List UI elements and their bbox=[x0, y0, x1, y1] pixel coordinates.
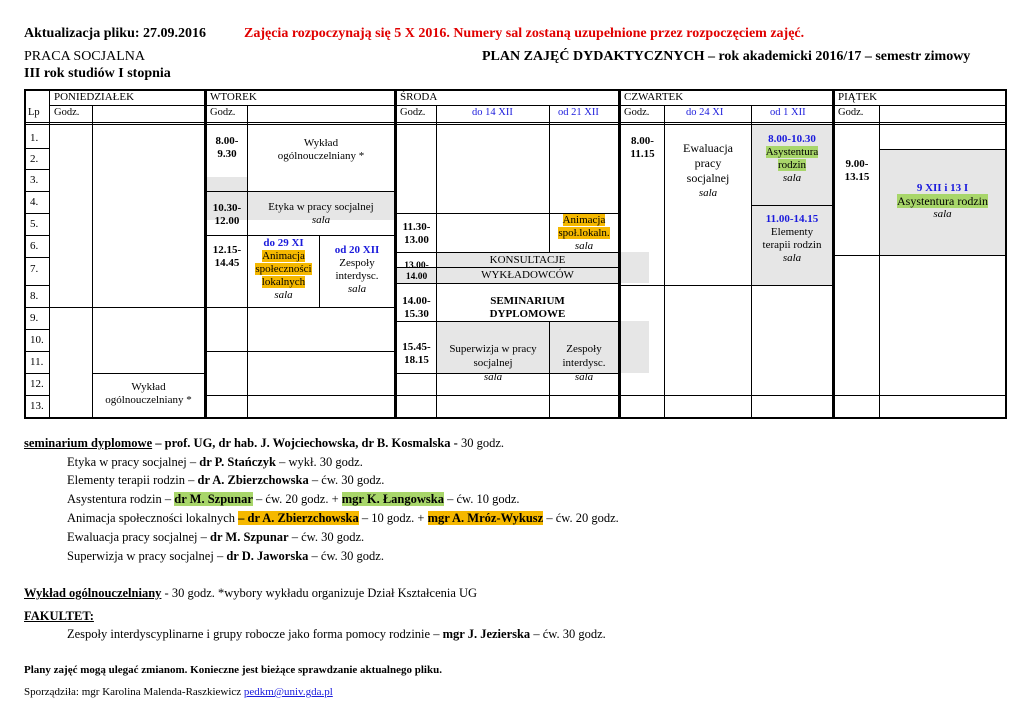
day-header-friday: PIĄTEK bbox=[838, 91, 878, 103]
tue-animation-2: społeczności bbox=[255, 263, 312, 275]
tue-teams-room: sala bbox=[347, 283, 367, 295]
row-number: 13. bbox=[30, 400, 44, 412]
wed-supervision-1: Superwizja w pracy bbox=[449, 343, 537, 355]
faculty-hours: – ćw. 30 godz. bbox=[530, 627, 606, 641]
animation-hours-2: – ćw. 20 godz. bbox=[543, 511, 619, 525]
tue-time-3b: 14.45 bbox=[214, 257, 240, 269]
footer-seminar bbox=[24, 436, 504, 451]
tue-animation-1: Animacja bbox=[262, 250, 305, 262]
row-number: 1. bbox=[30, 132, 39, 144]
row-number: 4. bbox=[30, 196, 39, 208]
email-link[interactable]: pedkm@univ.gda.pl bbox=[243, 686, 333, 698]
wed-animation-1: Animacja bbox=[562, 214, 606, 226]
row-number: 5. bbox=[30, 218, 39, 230]
evaluation-label: Ewaluacja pracy socjalnej – bbox=[67, 530, 210, 544]
footer-faculty bbox=[67, 627, 606, 642]
col-godz-mon: Godz. bbox=[54, 107, 80, 118]
row-number: 2. bbox=[30, 153, 39, 165]
thu-assist-room: sala bbox=[782, 172, 802, 184]
wed-time-4b: 18.15 bbox=[404, 354, 429, 366]
tue-do29: do 29 XI bbox=[263, 237, 304, 249]
wed-seminar-1: SEMINARIUM bbox=[490, 295, 565, 307]
fri-assist-room: sala bbox=[933, 208, 952, 220]
col-godz-thu: Godz. bbox=[624, 107, 650, 118]
tue-od20: od 20 XII bbox=[334, 244, 380, 256]
prepared-by bbox=[24, 686, 333, 698]
thu-assist-2: rodzin bbox=[777, 159, 807, 171]
tue-time-2b: 12.00 bbox=[214, 215, 240, 227]
animation-hours-1: – 10 godz. + bbox=[358, 511, 428, 525]
animation-label: Animacja społeczności lokalnych bbox=[67, 511, 239, 525]
wed-supervision-2: socjalnej bbox=[473, 357, 513, 369]
tue-time-1: 8.00- bbox=[215, 135, 239, 147]
supervision-label: Superwizja w pracy socjalnej – bbox=[67, 549, 227, 563]
tue-teams-1: Zespoły bbox=[339, 257, 375, 269]
wed-supervision-room: sala bbox=[483, 371, 503, 383]
faculty-label: Zespoły interdyscyplinarne i grupy robocze jako forma pomocy rodzinie – bbox=[67, 627, 443, 641]
evaluation-teacher: dr M. Szpunar bbox=[210, 530, 289, 544]
row-number: 10. bbox=[30, 334, 44, 346]
change-note: Plany zajęć mogą ulegać zmianom. Konieczne jest bieżące sprawdzanie aktualnego pliku. bbox=[24, 664, 442, 676]
seminar-hours: 30 godz. bbox=[460, 436, 505, 450]
thu-time-1b: 11.15 bbox=[630, 148, 655, 160]
elements-teacher: dr A. Zbierzchowska bbox=[197, 473, 309, 487]
footer-lecture bbox=[24, 586, 477, 601]
footer-animation bbox=[67, 511, 619, 526]
col-thu-od1: od 1 XII bbox=[770, 107, 806, 118]
thu-evaluation-room: sala bbox=[698, 187, 718, 199]
tue-ethics-room: sala bbox=[311, 214, 331, 226]
tue-ethics: Etyka w pracy socjalnej bbox=[268, 201, 374, 213]
thu-time-3: 11.00-14.15 bbox=[765, 213, 819, 225]
day-header-wednesday: ŚRODA bbox=[400, 91, 438, 103]
row-number: 9. bbox=[30, 312, 39, 324]
thu-elements-2: terapii rodzin bbox=[762, 239, 822, 251]
evaluation-hours: – ćw. 30 godz. bbox=[288, 530, 365, 544]
faculty-teacher: mgr J. Jezierska bbox=[442, 627, 531, 641]
fri-dates: 9 XII i 13 I bbox=[916, 182, 969, 194]
faculty-title: FAKULTET: bbox=[24, 609, 94, 623]
wed-time-3: 14.00- bbox=[402, 295, 431, 307]
thu-time-1: 8.00- bbox=[631, 135, 654, 147]
update-date: Aktualizacja pliku: 27.09.2016 bbox=[24, 26, 207, 41]
tue-animation-3: lokalnych bbox=[261, 276, 306, 288]
wed-time-1: 11.30- bbox=[402, 221, 431, 233]
tue-lecture-text: ogólnouczelniany * bbox=[277, 150, 365, 162]
row-number: 8. bbox=[30, 290, 39, 302]
assist-hours-1: – ćw. 20 godz. + bbox=[252, 492, 342, 506]
tue-lecture-title: Wykład bbox=[303, 137, 339, 149]
tue-time-2: 10.30- bbox=[212, 202, 242, 214]
footer-ethics bbox=[67, 455, 363, 470]
seminar-title: seminarium dyplomowe bbox=[24, 436, 153, 450]
wed-consultations-2: WYKŁADOWCÓW bbox=[481, 269, 574, 281]
fri-assist: Asystentura rodzin bbox=[897, 194, 988, 208]
program-name: PRACA SOCJALNA bbox=[24, 49, 145, 64]
footer-evaluation bbox=[67, 530, 364, 545]
start-notice: Zajęcia rozpoczynają się 5 X 2016. Numery sal zostaną uzupełnione przez rozpoczęciem zajęć. bbox=[244, 26, 805, 41]
ethics-teacher: dr P. Stańczyk bbox=[199, 455, 277, 469]
row-number: 3. bbox=[30, 174, 39, 186]
schedule-table bbox=[24, 89, 1007, 419]
ethics-label: Etyka w pracy socjalnej – bbox=[67, 455, 200, 469]
row-number: 6. bbox=[30, 240, 39, 252]
day-header-thursday: CZWARTEK bbox=[624, 91, 684, 103]
supervision-teacher: dr D. Jaworska bbox=[226, 549, 309, 563]
mon-lecture-title: Wykład bbox=[131, 381, 166, 393]
wed-time-2b: 14.00 bbox=[405, 272, 428, 282]
fri-time-1b: 13.15 bbox=[844, 171, 870, 183]
lecture-title: Wykład ogólnouczelniany bbox=[24, 586, 162, 600]
wed-time-2: 13.00- bbox=[404, 261, 429, 271]
tue-animation-room: sala bbox=[274, 289, 293, 301]
thu-elements-1: Elementy bbox=[770, 226, 814, 238]
wed-seminar-2: DYPLOMOWE bbox=[489, 308, 566, 320]
wed-teams-1: Zespoły bbox=[566, 343, 602, 355]
animation-teacher-1: – dr A. Zbierzchowska bbox=[238, 511, 359, 525]
footer-assist bbox=[67, 492, 520, 507]
row-number: 7. bbox=[30, 263, 39, 275]
wed-time-1b: 13.00 bbox=[404, 234, 429, 246]
study-year: III rok studiów I stopnia bbox=[24, 66, 171, 81]
elements-label: Elementy terapii rodzin – bbox=[67, 473, 198, 487]
thu-time-2: 8.00-10.30 bbox=[768, 133, 816, 145]
tue-teams-2: interdysc. bbox=[335, 270, 379, 282]
wed-consultations-1: KONSULTACJE bbox=[489, 254, 566, 266]
thu-evaluation-2: pracy bbox=[694, 156, 722, 170]
elements-hours: – ćw. 30 godz. bbox=[308, 473, 385, 487]
col-wed-od21: od 21 XII bbox=[558, 107, 599, 118]
thu-evaluation-1: Ewaluacja bbox=[683, 141, 733, 155]
plan-title: PLAN ZAJĘĆ DYDAKTYCZNYCH – rok akademicki 2016/17 – semestr zimowy bbox=[482, 49, 971, 64]
assist-hours-2: – ćw. 10 godz. bbox=[443, 492, 520, 506]
thu-evaluation-3: socjalnej bbox=[686, 171, 730, 185]
lecture-note: - 30 godz. *wybory wykładu organizuje Dział Kształcenia UG bbox=[161, 586, 478, 600]
col-godz-tue: Godz. bbox=[210, 107, 236, 118]
col-lp: Lp bbox=[28, 107, 40, 118]
prepared-label: Sporządziła: mgr Karolina Malenda-Raszkiewicz bbox=[24, 686, 244, 698]
tue-time-1b: 9.30 bbox=[217, 148, 237, 160]
assist-label: Asystentura rodzin – bbox=[67, 492, 175, 506]
wed-teams-room: sala bbox=[574, 371, 594, 383]
day-header-tuesday: WTOREK bbox=[210, 91, 257, 103]
wed-animation-2: społ.lokaln. bbox=[558, 227, 610, 239]
footer-elements bbox=[67, 473, 384, 488]
thu-assist-1: Asystentura bbox=[765, 146, 819, 158]
wed-time-4: 15.45- bbox=[402, 341, 431, 353]
row-number: 11. bbox=[30, 356, 44, 368]
tue-time-3: 12.15- bbox=[212, 244, 242, 256]
fri-time-1: 9.00- bbox=[845, 158, 869, 170]
supervision-hours: – ćw. 30 godz. bbox=[308, 549, 384, 563]
row-number: 12. bbox=[30, 378, 44, 390]
wed-teams-2: interdysc. bbox=[562, 357, 606, 369]
col-wed-do14: do 14 XII bbox=[472, 107, 513, 118]
col-godz-fri: Godz. bbox=[838, 107, 864, 118]
ethics-hours: – wykł. 30 godz. bbox=[276, 455, 363, 469]
col-thu-do24: do 24 XI bbox=[686, 107, 724, 118]
wed-animation-room: sala bbox=[574, 240, 594, 252]
footer-supervision bbox=[67, 549, 384, 564]
wed-time-3b: 15.30 bbox=[404, 308, 429, 320]
day-header-monday: PONIEDZIAŁEK bbox=[54, 91, 135, 103]
thu-elements-room: sala bbox=[782, 252, 802, 264]
mon-lecture-text: ogólnouczelniany * bbox=[105, 394, 192, 406]
animation-teacher-2: mgr A. Mróz-Wykusz bbox=[427, 511, 544, 525]
assist-teacher-1: dr M. Szpunar bbox=[174, 492, 253, 506]
seminar-teachers: – prof. UG, dr hab. J. Wojciechowska, dr B. Kosmalska - bbox=[152, 436, 461, 450]
assist-teacher-2: mgr K. Łangowska bbox=[341, 492, 444, 506]
col-godz-wed: Godz. bbox=[400, 107, 426, 118]
